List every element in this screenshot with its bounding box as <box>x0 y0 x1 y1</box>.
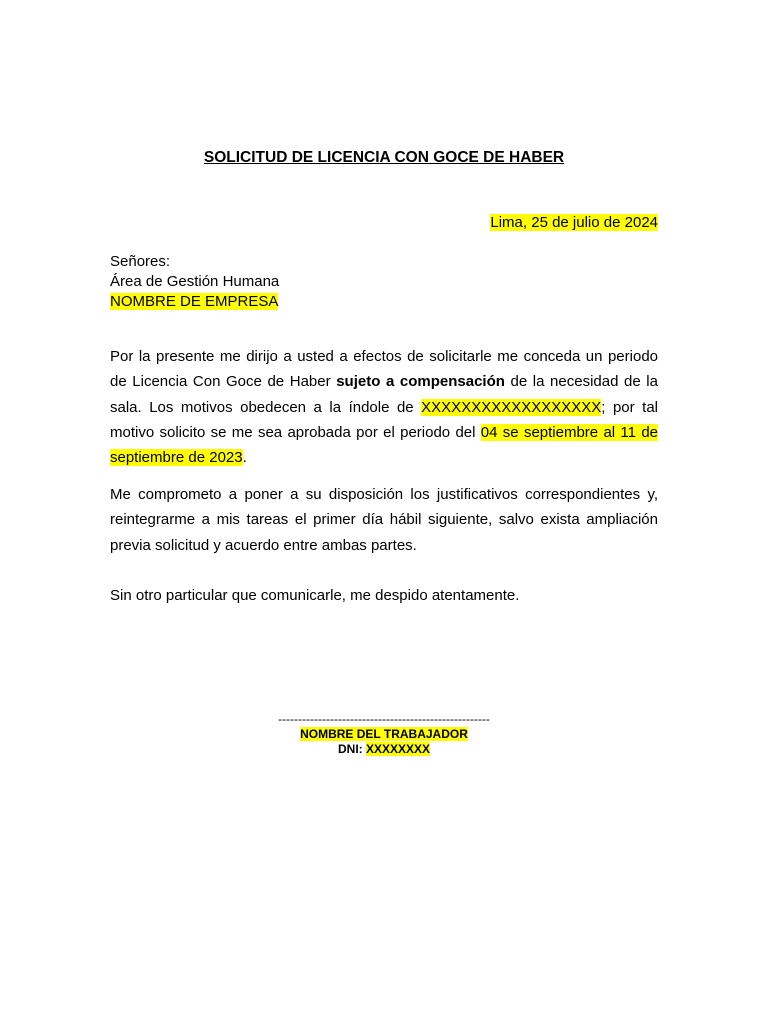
period-text: 04 se septiembre al 11 de septiembre de 2023 <box>110 423 659 467</box>
worker-name: NOMBRE DEL TRABAJADOR <box>300 727 468 741</box>
date-text: Lima, 25 de julio de 2024 <box>490 214 658 231</box>
signature-line: ----------------------------------------------------- <box>278 712 490 726</box>
dni-line <box>0 742 768 757</box>
dni-value: XXXXXXXX <box>365 742 431 756</box>
paragraph-request <box>110 344 658 470</box>
p1-text-c: ; por tal motivo solicito se me sea aprobada por el periodo del <box>110 398 658 441</box>
signature-block <box>0 712 768 757</box>
paragraph-commitment: Me comprometo a poner a su disposición los justificativos correspondientes y, reintegrarme a mis tareas el primer día hábil siguiente, salvo exista ampliación previa solicitud y acuerdo entre ambas partes. <box>110 486 658 554</box>
p1-text-b: de la necesidad de la sala. Los motivos obedecen a la índole de <box>110 373 658 416</box>
p1-bold-text: sujeto a compensación <box>336 373 505 391</box>
date-line <box>490 214 658 231</box>
document-title: SOLICITUD DE LICENCIA CON GOCE DE HABER <box>203 149 565 166</box>
paragraph-closing: Sin otro particular que comunicarle, me despido atentamente. <box>110 587 520 604</box>
recipient-block <box>110 252 279 312</box>
p1-text-end: . <box>242 449 247 467</box>
salutation: Señores: <box>110 253 171 270</box>
p1-text-a: Por la presente me dirijo a usted a efectos de solicitarle me conceda un periodo de Licencia Con Goce de Haber <box>110 348 658 391</box>
company-name: NOMBRE DE EMPRESA <box>110 293 279 310</box>
reason-placeholder: XXXXXXXXXXXXXXXXXX <box>421 398 602 416</box>
dni-label: DNI: <box>337 742 366 756</box>
department: Área de Gestión Humana <box>110 273 280 290</box>
